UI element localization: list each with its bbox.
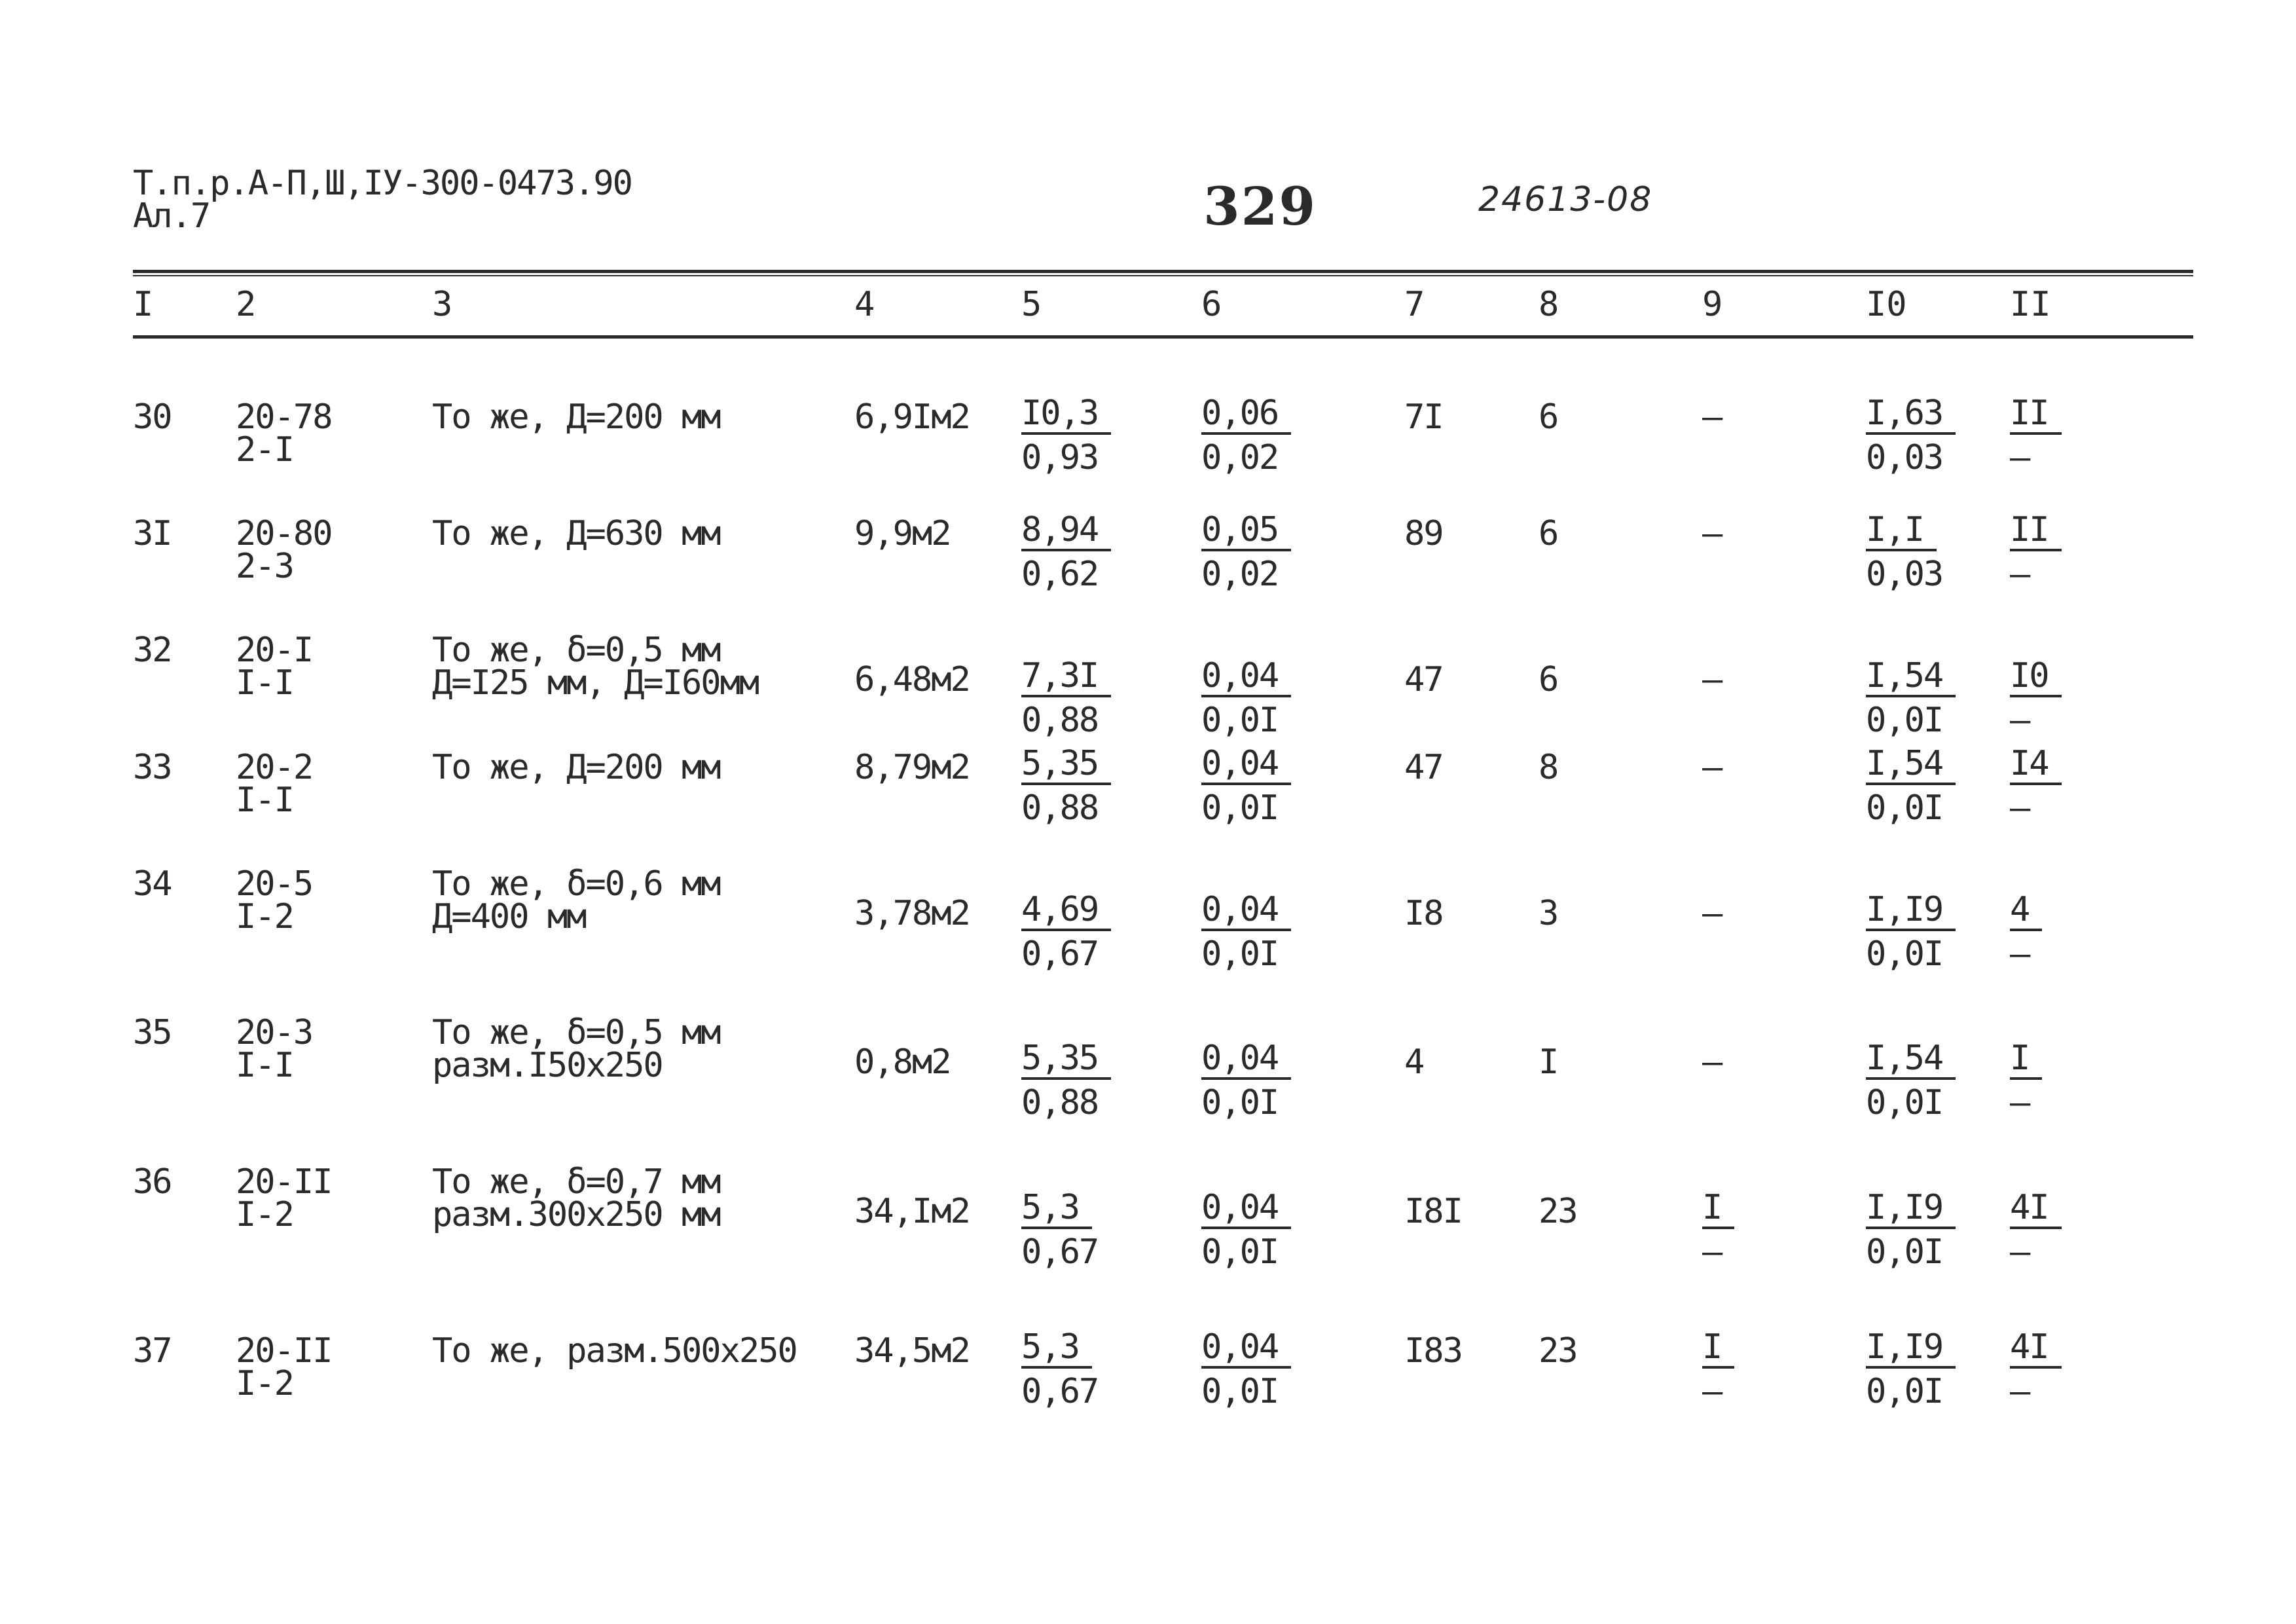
value-col6 bbox=[1201, 1189, 1291, 1275]
value-col5 bbox=[1021, 1189, 1098, 1275]
value-col7: 47 bbox=[1404, 748, 1443, 787]
value-col11 bbox=[2010, 745, 2062, 831]
value-col5 bbox=[1021, 1039, 1111, 1126]
value-col10-denominator: 0,0I bbox=[1866, 1083, 1943, 1122]
column-number: 7 bbox=[1404, 285, 1425, 324]
item-code-line1: 20-II bbox=[236, 1162, 332, 1202]
value-col6 bbox=[1201, 745, 1291, 831]
value-col5-denominator: 0,67 bbox=[1021, 1372, 1099, 1411]
value-col10-numerator: I,I9 bbox=[1866, 1189, 1956, 1229]
item-code bbox=[236, 514, 332, 586]
value-col11 bbox=[2010, 657, 2062, 743]
value-col10-numerator: I,54 bbox=[1866, 745, 1956, 785]
item-description bbox=[432, 864, 720, 936]
value-col7: 89 bbox=[1404, 514, 1443, 553]
item-area: 6,9Iм2 bbox=[854, 397, 970, 437]
item-code-line1: 20-5 bbox=[236, 864, 313, 904]
value-col6-numerator: 0,06 bbox=[1201, 394, 1291, 435]
value-col7: I83 bbox=[1404, 1331, 1462, 1371]
value-col10-denominator: 0,0I bbox=[1866, 1232, 1943, 1272]
value-col11-numerator: 4I bbox=[2010, 1189, 2062, 1229]
item-code bbox=[236, 631, 313, 703]
item-code bbox=[236, 1162, 332, 1234]
value-col5-numerator: 7,3I bbox=[1021, 657, 1111, 697]
value-col9-numerator: I bbox=[1702, 1328, 1734, 1369]
item-area: 0,8м2 bbox=[854, 1043, 951, 1082]
value-col5 bbox=[1021, 1328, 1098, 1414]
column-number: 9 bbox=[1702, 285, 1723, 324]
value-col5-numerator: 5,35 bbox=[1021, 1039, 1111, 1080]
value-col10-numerator: I,I9 bbox=[1866, 891, 1956, 931]
value-col8: 8 bbox=[1539, 748, 1558, 787]
value-col5-denominator: 0,67 bbox=[1021, 1232, 1099, 1272]
item-description-line1: То же, Д=630 мм bbox=[432, 514, 720, 553]
value-col10-denominator: 0,0I bbox=[1866, 701, 1943, 740]
document-code: 24613-08 bbox=[1478, 180, 1653, 219]
value-col11-denominator: – bbox=[2010, 1232, 2030, 1272]
value-col7: 7I bbox=[1404, 397, 1443, 437]
value-col10-numerator: I,63 bbox=[1866, 394, 1956, 435]
value-col10-numerator: I,54 bbox=[1866, 1039, 1956, 1080]
value-col11 bbox=[2010, 1328, 2062, 1414]
value-col10-denominator: 0,03 bbox=[1866, 438, 1943, 477]
value-col9: – bbox=[1702, 1043, 1722, 1082]
value-col6-denominator: 0,0I bbox=[1201, 788, 1279, 828]
value-col5-denominator: 0,88 bbox=[1021, 788, 1099, 828]
row-number: 30 bbox=[133, 397, 172, 437]
value-col5-denominator: 0,88 bbox=[1021, 1083, 1099, 1122]
value-col9: – bbox=[1702, 894, 1722, 933]
header-rule-top-thin bbox=[133, 275, 2193, 276]
value-col11-numerator: II bbox=[2010, 511, 2062, 551]
value-col6-denominator: 0,0I bbox=[1201, 1372, 1279, 1411]
value-col11-denominator: – bbox=[2010, 1083, 2030, 1122]
value-col10 bbox=[1866, 657, 1956, 743]
value-col5 bbox=[1021, 511, 1111, 597]
item-area: 9,9м2 bbox=[854, 514, 951, 553]
row-number: 34 bbox=[133, 864, 172, 904]
row-number: 33 bbox=[133, 748, 172, 787]
value-col9: – bbox=[1702, 397, 1722, 437]
value-col8: I bbox=[1539, 1043, 1558, 1082]
value-col6-numerator: 0,04 bbox=[1201, 657, 1291, 697]
item-area: 6,48м2 bbox=[854, 660, 970, 699]
value-col6-denominator: 0,0I bbox=[1201, 1083, 1279, 1122]
item-description bbox=[432, 631, 759, 703]
item-code-line1: 20-3 bbox=[236, 1013, 313, 1052]
value-col10 bbox=[1866, 891, 1956, 977]
value-col11-numerator: I bbox=[2010, 1039, 2042, 1080]
value-col6-denominator: 0,0I bbox=[1201, 701, 1279, 740]
item-description-line2: Д=I25 мм, Д=I60мм bbox=[432, 663, 759, 703]
value-col9-denominator: – bbox=[1702, 1372, 1722, 1411]
value-col5 bbox=[1021, 745, 1111, 831]
column-number: 3 bbox=[432, 285, 453, 324]
value-col6-denominator: 0,0I bbox=[1201, 1232, 1279, 1272]
value-col5-denominator: 0,88 bbox=[1021, 701, 1099, 740]
item-description bbox=[432, 1162, 720, 1234]
column-number: 2 bbox=[236, 285, 257, 324]
value-col5-denominator: 0,93 bbox=[1021, 438, 1099, 477]
value-col6-numerator: 0,04 bbox=[1201, 745, 1291, 785]
value-col6 bbox=[1201, 891, 1291, 977]
item-code-line2: 2-I bbox=[236, 430, 293, 470]
item-description bbox=[432, 1013, 720, 1085]
value-col6-numerator: 0,04 bbox=[1201, 1328, 1291, 1369]
item-description-line2: разм.300х250 мм bbox=[432, 1195, 720, 1234]
item-description-line1: То же, разм.500х250 bbox=[432, 1331, 797, 1371]
item-area: 34,5м2 bbox=[854, 1331, 970, 1371]
value-col5-denominator: 0,67 bbox=[1021, 934, 1099, 974]
value-col11-denominator: – bbox=[2010, 934, 2030, 974]
column-number: 4 bbox=[854, 285, 875, 324]
value-col8: 6 bbox=[1539, 514, 1558, 553]
value-col8: 3 bbox=[1539, 894, 1558, 933]
value-col6 bbox=[1201, 511, 1291, 597]
item-code-line1: 20-78 bbox=[236, 397, 332, 437]
item-code bbox=[236, 397, 332, 470]
value-col11-denominator: – bbox=[2010, 555, 2030, 594]
value-col10-numerator: I,I bbox=[1866, 511, 1937, 551]
value-col5-numerator: 5,35 bbox=[1021, 745, 1111, 785]
value-col5-denominator: 0,62 bbox=[1021, 555, 1099, 594]
column-number: II bbox=[2010, 285, 2051, 324]
column-number: 6 bbox=[1201, 285, 1222, 324]
value-col5 bbox=[1021, 891, 1111, 977]
value-col11-denominator: – bbox=[2010, 1372, 2030, 1411]
value-col6-numerator: 0,04 bbox=[1201, 891, 1291, 931]
item-description bbox=[432, 397, 720, 437]
value-col11 bbox=[2010, 1189, 2062, 1275]
value-col6 bbox=[1201, 1328, 1291, 1414]
value-col6-denominator: 0,0I bbox=[1201, 934, 1279, 974]
item-description-line1: То же, δ=0,6 мм bbox=[432, 864, 720, 904]
value-col9-numerator: I bbox=[1702, 1189, 1734, 1229]
value-col5 bbox=[1021, 394, 1111, 481]
value-col10 bbox=[1866, 1328, 1956, 1414]
item-code-line2: I-2 bbox=[236, 1364, 293, 1403]
value-col5-numerator: 5,3 bbox=[1021, 1328, 1092, 1369]
item-code-line1: 20-2 bbox=[236, 748, 313, 787]
value-col10 bbox=[1866, 1039, 1956, 1126]
item-description-line1: То же, δ=0,5 мм bbox=[432, 631, 720, 670]
value-col8: 6 bbox=[1539, 660, 1558, 699]
item-code bbox=[236, 864, 313, 936]
item-code bbox=[236, 1013, 313, 1085]
item-description-line1: То же, Д=200 мм bbox=[432, 748, 720, 787]
value-col11-numerator: I4 bbox=[2010, 745, 2062, 785]
value-col10 bbox=[1866, 511, 1942, 597]
value-col11-denominator: – bbox=[2010, 438, 2030, 477]
document-title-line1: Т.п.р.А-П,Ш,IУ-300-0473.90 bbox=[133, 164, 632, 203]
value-col8: 6 bbox=[1539, 397, 1558, 437]
value-col7: 4 bbox=[1404, 1043, 1424, 1082]
value-col6-numerator: 0,04 bbox=[1201, 1039, 1291, 1080]
value-col11-numerator: 4 bbox=[2010, 891, 2042, 931]
value-col10 bbox=[1866, 745, 1956, 831]
value-col9 bbox=[1702, 1189, 1734, 1275]
value-col6-numerator: 0,05 bbox=[1201, 511, 1291, 551]
value-col6 bbox=[1201, 1039, 1291, 1126]
row-number: 37 bbox=[133, 1331, 172, 1371]
document-title-line2: Ал.7 bbox=[133, 196, 210, 236]
value-col11 bbox=[2010, 891, 2042, 977]
value-col10-denominator: 0,0I bbox=[1866, 1372, 1943, 1411]
item-code-line2: I-I bbox=[236, 1046, 293, 1085]
row-number: 35 bbox=[133, 1013, 172, 1052]
value-col11-numerator: I0 bbox=[2010, 657, 2062, 697]
header-rule-top bbox=[133, 270, 2193, 273]
value-col7: 47 bbox=[1404, 660, 1443, 699]
value-col6 bbox=[1201, 657, 1291, 743]
value-col8: 23 bbox=[1539, 1331, 1577, 1371]
document-title bbox=[133, 164, 632, 236]
row-number: 3I bbox=[133, 514, 172, 553]
row-number: 36 bbox=[133, 1162, 172, 1202]
value-col11 bbox=[2010, 394, 2062, 481]
value-col11-numerator: II bbox=[2010, 394, 2062, 435]
item-code-line2: I-I bbox=[236, 781, 293, 820]
value-col10 bbox=[1866, 394, 1956, 481]
column-number: I bbox=[133, 285, 154, 324]
row-number: 32 bbox=[133, 631, 172, 670]
item-code-line1: 20-II bbox=[236, 1331, 332, 1371]
value-col10 bbox=[1866, 1189, 1956, 1275]
value-col7: I8 bbox=[1404, 894, 1443, 933]
item-description-line2: разм.I50х250 bbox=[432, 1046, 663, 1085]
value-col7: I8I bbox=[1404, 1192, 1462, 1231]
item-code-line2: I-2 bbox=[236, 897, 293, 936]
item-description-line1: То же, δ=0,7 мм bbox=[432, 1162, 720, 1202]
value-col6-numerator: 0,04 bbox=[1201, 1189, 1291, 1229]
value-col9: – bbox=[1702, 514, 1722, 553]
item-area: 8,79м2 bbox=[854, 748, 970, 787]
item-code-line2: I-I bbox=[236, 663, 293, 703]
item-description-line1: То же, δ=0,5 мм bbox=[432, 1013, 720, 1052]
value-col10-denominator: 0,0I bbox=[1866, 788, 1943, 828]
value-col9: – bbox=[1702, 660, 1722, 699]
page-number: 329 bbox=[1203, 175, 1317, 237]
item-code bbox=[236, 748, 313, 820]
column-number: 8 bbox=[1539, 285, 1559, 324]
value-col5-numerator: I0,3 bbox=[1021, 394, 1111, 435]
value-col9-denominator: – bbox=[1702, 1232, 1722, 1272]
item-description bbox=[432, 514, 720, 553]
value-col10-numerator: I,54 bbox=[1866, 657, 1956, 697]
item-area: 34,Iм2 bbox=[854, 1192, 970, 1231]
value-col8: 23 bbox=[1539, 1192, 1577, 1231]
value-col11 bbox=[2010, 1039, 2042, 1126]
value-col6 bbox=[1201, 394, 1291, 481]
value-col5-numerator: 5,3 bbox=[1021, 1189, 1092, 1229]
item-code-line2: 2-3 bbox=[236, 547, 293, 586]
value-col5-numerator: 4,69 bbox=[1021, 891, 1111, 931]
value-col10-denominator: 0,03 bbox=[1866, 555, 1943, 594]
column-number: 5 bbox=[1021, 285, 1042, 324]
column-number: I0 bbox=[1866, 285, 1907, 324]
value-col11 bbox=[2010, 511, 2062, 597]
item-code-line2: I-2 bbox=[236, 1195, 293, 1234]
value-col6-denominator: 0,02 bbox=[1201, 438, 1279, 477]
value-col11-denominator: – bbox=[2010, 701, 2030, 740]
value-col9: – bbox=[1702, 748, 1722, 787]
item-description bbox=[432, 748, 720, 787]
value-col10-denominator: 0,0I bbox=[1866, 934, 1943, 974]
item-code-line1: 20-80 bbox=[236, 514, 332, 553]
header-rule-bottom bbox=[133, 335, 2193, 339]
item-area: 3,78м2 bbox=[854, 894, 970, 933]
item-description bbox=[432, 1331, 797, 1371]
value-col5-numerator: 8,94 bbox=[1021, 511, 1111, 551]
item-code bbox=[236, 1331, 332, 1403]
value-col10-numerator: I,I9 bbox=[1866, 1328, 1956, 1369]
value-col11-numerator: 4I bbox=[2010, 1328, 2062, 1369]
item-code-line1: 20-I bbox=[236, 631, 313, 670]
item-description-line1: То же, Д=200 мм bbox=[432, 397, 720, 437]
item-description-line2: Д=400 мм bbox=[432, 897, 586, 936]
value-col6-denominator: 0,02 bbox=[1201, 555, 1279, 594]
value-col5 bbox=[1021, 657, 1111, 743]
value-col9 bbox=[1702, 1328, 1734, 1414]
value-col11-denominator: – bbox=[2010, 788, 2030, 828]
